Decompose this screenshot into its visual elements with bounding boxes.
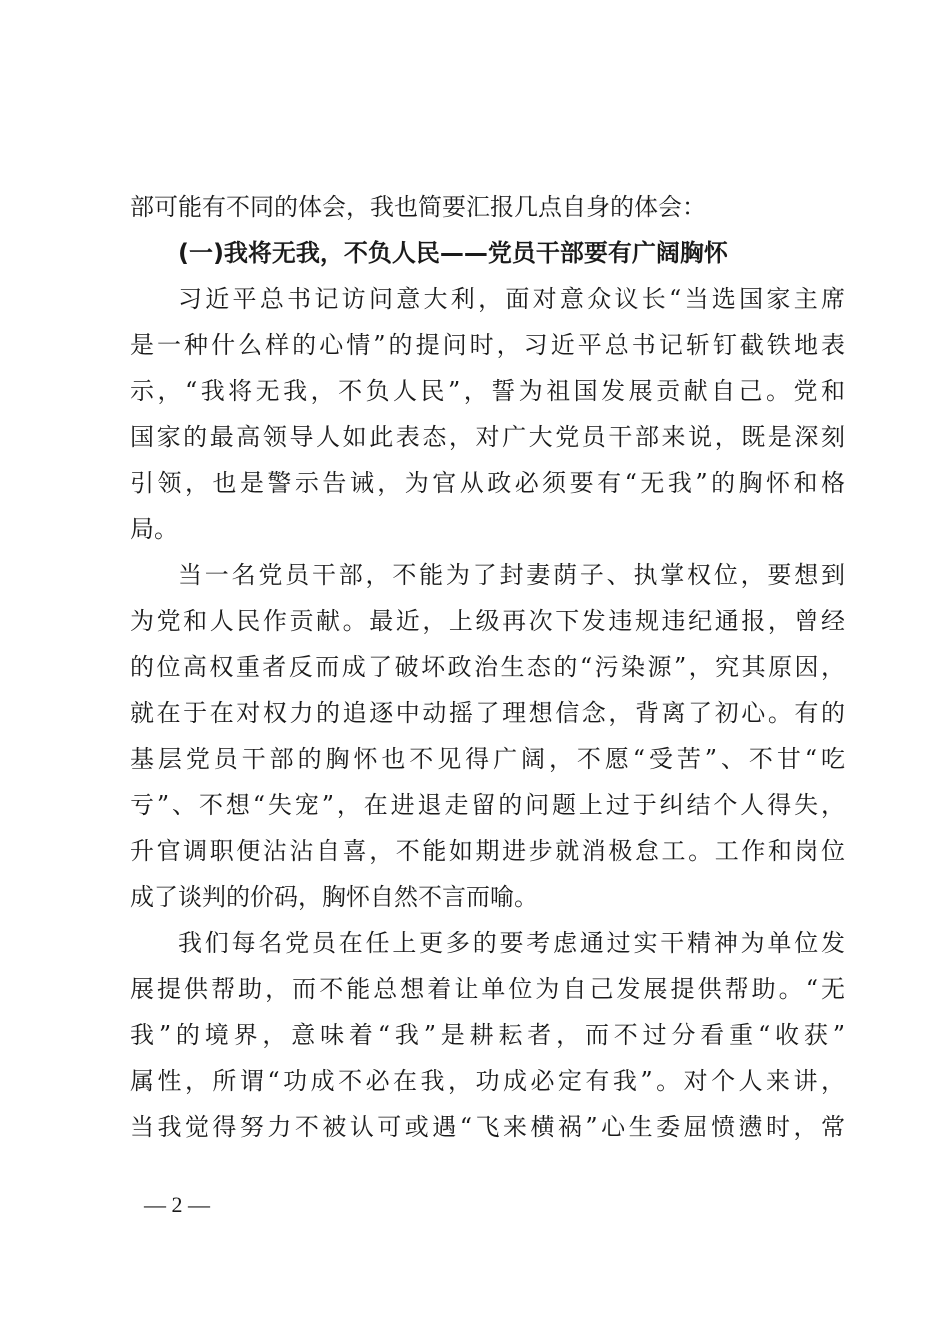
text-line: 我”的境界，意味着“我”是耕耘者，而不过分看重“收获” (130, 1021, 845, 1049)
text-line: 部可能有不同的体会，我也简要汇报几点自身的体会： (130, 193, 706, 221)
text-line: 当一名党员干部，不能为了封妻荫子、执掌权位，要想到 (178, 561, 845, 589)
text-line: 习近平总书记访问意大利，面对意众议长“当选国家主席 (178, 285, 845, 313)
text-line: 国家的最高领导人如此表态，对广大党员干部来说，既是深刻 (130, 423, 845, 451)
text-line: 示，“我将无我，不负人民”，誓为祖国发展贡献自己。党和 (130, 377, 845, 405)
text-line: 当我觉得努力不被认可或遇“飞来横祸”心生委屈愤懑时，常 (130, 1113, 845, 1141)
text-line: 亏”、不想“失宠”，在进退走留的问题上过于纠结个人得失， (130, 791, 845, 819)
text-line: 为党和人民作贡献。最近，上级再次下发违规违纪通报，曾经 (130, 607, 845, 635)
text-line: 引领，也是警示告诫，为官从政必须要有“无我”的胸怀和格 (130, 469, 845, 497)
text-line: 局。 (130, 515, 178, 543)
text-line: 展提供帮助，而不能总想着让单位为自己发展提供帮助。“无 (130, 975, 845, 1003)
text-line: 升官调职便沾沾自喜，不能如期进步就消极怠工。工作和岗位 (130, 837, 845, 865)
text-line: 我们每名党员在任上更多的要考虑通过实干精神为单位发 (178, 929, 845, 957)
text-line: 的位高权重者反而成了破坏政治生态的“污染源”，究其原因， (130, 653, 845, 681)
text-line: 是一种什么样的心情”的提问时，习近平总书记斩钉截铁地表 (130, 331, 845, 359)
section-heading: (一)我将无我，不负人民——党员干部要有广阔胸怀 (178, 239, 728, 267)
page-number: — 2 — (144, 1192, 210, 1217)
text-line: 属性，所谓“功成不必在我，功成必定有我”。对个人来讲， (130, 1067, 845, 1095)
text-line: 就在于在对权力的追逐中动摇了理想信念，背离了初心。有的 (130, 699, 845, 727)
text-line: 基层党员干部的胸怀也不见得广阔，不愿“受苦”、不甘“吃 (130, 745, 845, 773)
text-line: 成了谈判的价码，胸怀自然不言而喻。 (130, 883, 538, 911)
